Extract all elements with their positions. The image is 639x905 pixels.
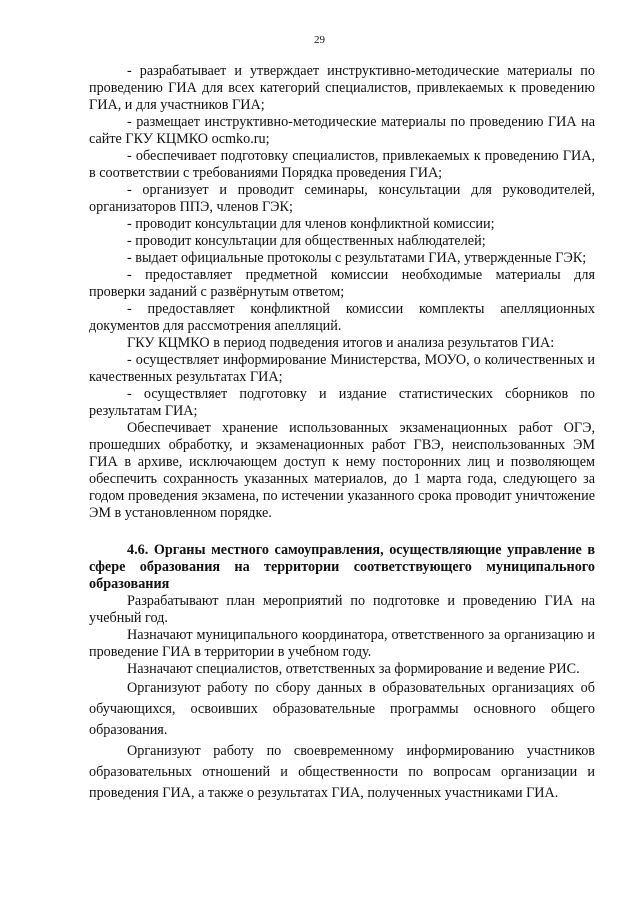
section-paragraph: Разрабатывают план мероприятий по подготовке и проведению ГИА на учебный год. xyxy=(89,593,595,626)
list-item: - размещает инструктивно-методические материалы по проведению ГИА на сайте ГКУ КЦМКО ocmko.ru; xyxy=(89,114,595,147)
section-paragraph: Организуют работу по сбору данных в образовательных организациях об обучающихся, освоивших образовательные программы основного общего образования. xyxy=(89,680,595,738)
section-paragraph: Организуют работу по своевременному информированию участников образовательных отношений и общественности по вопросам организации и проведения ГИА, а также о результатах ГИА, полученных участниками ГИА. xyxy=(89,743,595,801)
list-item: - выдает официальные протоколы с результатами ГИА, утвержденные ГЭК; xyxy=(127,250,587,266)
list-item: - осуществляет информирование Министерства, МОУО, о количественных и качественных результатах ГИА; xyxy=(89,352,595,385)
list-item: - проводит консультации для общественных наблюдателей; xyxy=(127,233,486,249)
list-item: - проводит консультации для членов конфликтной комиссии; xyxy=(127,216,495,232)
list-item: - организует и проводит семинары, консультации для руководителей, организаторов ППЭ, членов ГЭК; xyxy=(89,182,595,215)
section-heading: 4.6. Органы местного самоуправления, осуществляющие управление в сфере образования на территории соответствующего муниципального образования xyxy=(89,542,595,592)
list-item: - предоставляет конфликтной комиссии комплекты апелляционных документов для рассмотрения апелляций. xyxy=(89,301,595,334)
section-paragraphs-loose xyxy=(89,678,595,804)
list-item: - разрабатывает и утверждает инструктивно-методические материалы по проведению ГИА для всех категорий специалистов, привлекаемых к проведению ГИА, и для участников ГИА; xyxy=(89,63,595,113)
list-item: - обеспечивает подготовку специалистов, привлекаемых к проведению ГИА, в соответствии с требованиями Порядка проведения ГИА; xyxy=(89,148,595,181)
section-paragraph: Назначают муниципального координатора, ответственного за организацию и проведение ГИА в территории в учебном году. xyxy=(89,627,595,660)
page-number: 29 xyxy=(314,34,325,46)
storage-paragraph: Обеспечивает хранение использованных экзаменационных работ ОГЭ, прошедших обработку, и экзаменационных работ ГВЭ, неиспользованных ЭМ ГИА в архиве, исключающем доступ к нему посторонних лиц и позволяющем обеспечить сохранность указанных материалов, до 1 марта года, следующего за годом проведения экзамена, по истечении указанного срока проводит уничтожение ЭМ в установленном порядке. xyxy=(89,420,595,521)
list-item: - осуществляет подготовку и издание статистических сборников по результатам ГИА; xyxy=(89,386,595,419)
list-item: - предоставляет предметной комиссии необходимые материалы для проверки заданий с развёрнутым ответом; xyxy=(89,267,595,300)
subheading: ГКУ КЦМКО в период подведения итогов и анализа результатов ГИА: xyxy=(127,335,555,351)
document-body xyxy=(89,63,595,804)
section-paragraph: Назначают специалистов, ответственных за формирование и ведение РИС. xyxy=(127,661,580,677)
